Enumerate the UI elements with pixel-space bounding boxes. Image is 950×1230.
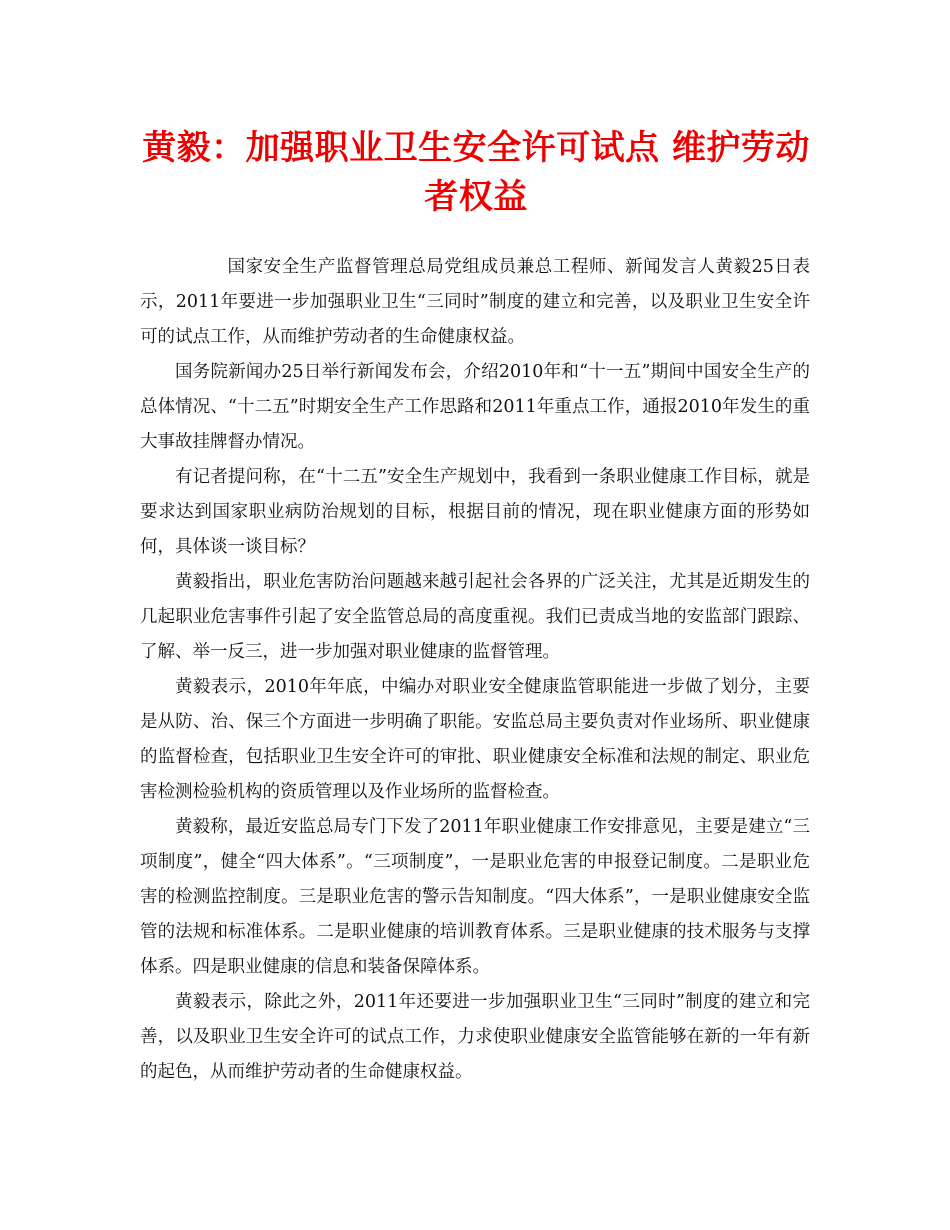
- paragraph-1: 国家安全生产监督管理总局党组成员兼总工程师、新闻发言人黄毅25日表示，2011年要进一步加强职业卫生“三同时”制度的建立和完善，以及职业卫生安全许可的试点工作，从而维护劳动者的生命健康权益。: [140, 257, 810, 347]
- paragraph-2: 国务院新闻办25日举行新闻发布会，介绍2010年和“十一五”期间中国安全生产的总体情况、“十二五”时期安全生产工作思路和2011年重点工作，通报2010年发生的重大事故挂牌督办情况。: [140, 362, 810, 452]
- paragraph-4: 黄毅指出，职业危害防治问题越来越引起社会各界的广泛关注，尤其是近期发生的几起职业危害事件引起了安全监管总局的高度重视。我们已责成当地的安监部门跟踪、了解、举一反三，进一步加强对职业健康的监督管理。: [140, 572, 810, 662]
- article-title: 黄毅：加强职业卫生安全许可试点 维护劳动者权益: [142, 128, 810, 217]
- paragraph-3: 有记者提问称，在“十二五”安全生产规划中，我看到一条职业健康工作目标，就是要求达到国家职业病防治规划的目标，根据目前的情况，现在职业健康方面的形势如何，具体谈一谈目标？: [140, 467, 810, 557]
- paragraph-5: 黄毅表示，2010年年底，中编办对职业安全健康监管职能进一步做了划分，主要是从防、治、保三个方面进一步明确了职能。安监总局主要负责对作业场所、职业健康的监督检查，包括职业卫生安全许可的审批、职业健康安全标准和法规的制定、职业危害检测检验机构的资质管理以及作业场所的监督检查。: [140, 677, 810, 802]
- paragraph-6: 黄毅称，最近安监总局专门下发了2011年职业健康工作安排意见，主要是建立“三项制度”，健全“四大体系”。“三项制度”，一是职业危害的申报登记制度。二是职业危害的检测监控制度。三是职业危害的警示告知制度。“四大体系”，一是职业健康安全监管的法规和标准体系。二是职业健康的培训教育体系。三是职业健康的技术服务与支撑体系。四是职业健康的信息和装备保障体系。: [140, 817, 810, 977]
- paragraph-7: 黄毅表示，除此之外，2011年还要进一步加强职业卫生“三同时”制度的建立和完善，以及职业卫生安全许可的试点工作，力求使职业健康安全监管能够在新的一年有新的起色，从而维护劳动者的生命健康权益。: [140, 992, 810, 1082]
- article-body: [140, 250, 810, 1090]
